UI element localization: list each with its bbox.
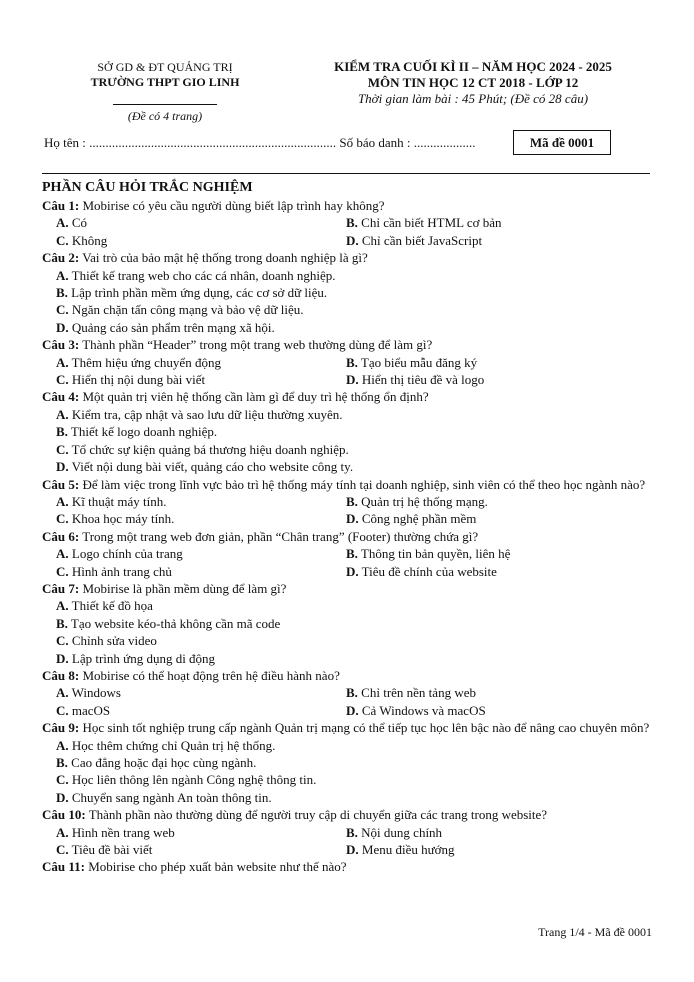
answer-option bbox=[42, 545, 332, 562]
exam-title: KIỂM TRA CUỐI KÌ II – NĂM HỌC 2024 - 2025 bbox=[334, 59, 612, 74]
option-text: Thiết kế logo doanh nghiệp. bbox=[67, 424, 218, 440]
question bbox=[42, 197, 654, 214]
option-text: Khoa học máy tính. bbox=[68, 511, 175, 527]
option-letter: A. bbox=[56, 737, 69, 753]
option-letter: D. bbox=[346, 511, 359, 527]
answer-option bbox=[332, 354, 622, 371]
option-letter: B. bbox=[346, 354, 358, 370]
option-row bbox=[42, 824, 654, 841]
option-row bbox=[42, 301, 654, 318]
department-name: SỞ GD & ĐT QUẢNG TRỊ bbox=[97, 60, 233, 74]
question-number: Câu 10: bbox=[42, 807, 86, 823]
page-footer: Trang 1/4 - Mã đề 0001 bbox=[538, 925, 652, 939]
question bbox=[42, 580, 654, 597]
answer-option bbox=[332, 824, 622, 841]
school-name: TRƯỜNG THPT GIO LINH bbox=[90, 75, 240, 89]
option-text: Hình ảnh trang chủ bbox=[68, 563, 172, 579]
answer-option bbox=[42, 632, 654, 649]
option-text: Lập trình phần mềm ứng dụng, các cơ sở dữ liệu. bbox=[67, 285, 328, 301]
answer-option bbox=[42, 214, 332, 231]
answer-option bbox=[42, 423, 654, 440]
answer-option bbox=[42, 510, 332, 527]
answer-option bbox=[42, 406, 654, 423]
option-row bbox=[42, 284, 654, 301]
option-row bbox=[42, 441, 654, 458]
option-row bbox=[42, 841, 654, 858]
option-row bbox=[42, 232, 654, 249]
option-text: Học thêm chứng chỉ Quản trị hệ thống. bbox=[68, 737, 276, 753]
question-text: Thành phần nào thường dùng để người truy cập di chuyển giữa các trang trong website? bbox=[85, 807, 548, 823]
header-right bbox=[300, 59, 646, 107]
option-text: Học liên thông lên ngành Công nghệ thông tin. bbox=[68, 772, 317, 788]
section-title: PHẦN CÂU HỎI TRẮC NGHIỆM bbox=[42, 180, 253, 195]
option-letter: B. bbox=[346, 546, 358, 562]
option-letter: A. bbox=[56, 354, 69, 370]
option-text: Thiết kế đồ họa bbox=[68, 598, 153, 614]
answer-option bbox=[42, 597, 654, 614]
option-text: Có bbox=[68, 215, 88, 231]
option-row bbox=[42, 214, 654, 231]
answer-option bbox=[42, 771, 654, 788]
option-text: Chuyển sang ngành An toàn thông tin. bbox=[68, 789, 272, 805]
question bbox=[42, 858, 654, 875]
option-letter: D. bbox=[56, 650, 69, 666]
option-letter: A. bbox=[56, 685, 69, 701]
option-text: macOS bbox=[68, 702, 111, 718]
answer-option bbox=[42, 493, 332, 510]
option-text: Kiểm tra, cập nhật và sao lưu dữ liệu thường xuyên. bbox=[68, 406, 343, 422]
answer-option bbox=[332, 493, 622, 510]
answer-option bbox=[332, 214, 622, 231]
option-row bbox=[42, 371, 654, 388]
question bbox=[42, 336, 654, 353]
answer-option bbox=[332, 545, 622, 562]
question-number: Câu 7: bbox=[42, 580, 80, 596]
question bbox=[42, 388, 654, 405]
option-letter: B. bbox=[346, 685, 358, 701]
option-row bbox=[42, 510, 654, 527]
option-letter: C. bbox=[56, 441, 69, 457]
option-text: Viết nội dung bài viết, quảng cáo cho website công ty. bbox=[68, 459, 354, 475]
option-letter: D. bbox=[346, 232, 359, 248]
answer-option bbox=[332, 563, 622, 580]
answer-option bbox=[42, 284, 654, 301]
answer-option bbox=[42, 737, 654, 754]
answer-option bbox=[42, 650, 654, 667]
question bbox=[42, 806, 654, 823]
question bbox=[42, 249, 654, 266]
question bbox=[42, 719, 654, 736]
option-row bbox=[42, 702, 654, 719]
answer-option bbox=[42, 789, 654, 806]
option-letter: D. bbox=[56, 319, 69, 335]
option-text: Quản trị hệ thống mạng. bbox=[357, 493, 488, 509]
answer-option bbox=[332, 702, 622, 719]
option-text: Kĩ thuật máy tính. bbox=[68, 493, 167, 509]
answer-option bbox=[42, 354, 332, 371]
answer-option bbox=[42, 232, 332, 249]
option-row bbox=[42, 754, 654, 771]
answer-option bbox=[332, 684, 622, 701]
question-text: Thành phần “Header” trong một trang web thường dùng để làm gì? bbox=[79, 337, 433, 353]
answer-option bbox=[42, 267, 654, 284]
answer-option bbox=[332, 510, 622, 527]
option-text: Windows bbox=[68, 685, 121, 701]
option-letter: A. bbox=[56, 493, 69, 509]
option-letter: B. bbox=[56, 615, 68, 631]
option-text: Tạo biểu mẫu đăng ký bbox=[357, 354, 478, 370]
option-text: Ngăn chặn tấn công mạng và bảo vệ dữ liệu. bbox=[68, 302, 304, 318]
option-row bbox=[42, 458, 654, 475]
option-letter: A. bbox=[56, 824, 69, 840]
option-letter: B. bbox=[346, 824, 358, 840]
option-letter: B. bbox=[56, 755, 68, 770]
option-text: Thêm hiệu ứng chuyển động bbox=[68, 354, 221, 370]
option-letter: D. bbox=[346, 563, 359, 579]
option-letter: C. bbox=[56, 842, 69, 858]
question-list bbox=[42, 179, 654, 876]
question-text: Vai trò của bảo mật hệ thống trong doanh nghiệp là gì? bbox=[79, 250, 368, 266]
option-text: Chỉ trên nền tảng web bbox=[357, 685, 476, 701]
answer-option bbox=[332, 371, 622, 388]
answer-option bbox=[42, 301, 654, 318]
option-letter: C. bbox=[56, 372, 69, 388]
question bbox=[42, 667, 654, 684]
header-left bbox=[60, 60, 270, 124]
option-letter: C. bbox=[56, 563, 69, 579]
option-letter: B. bbox=[56, 285, 68, 301]
option-row bbox=[42, 563, 654, 580]
question-number: Câu 5: bbox=[42, 476, 80, 492]
header-rule bbox=[42, 173, 650, 174]
answer-option bbox=[332, 841, 622, 858]
option-letter: A. bbox=[56, 267, 69, 283]
answer-option bbox=[42, 441, 654, 458]
question-number: Câu 4: bbox=[42, 389, 80, 405]
answer-option bbox=[42, 702, 332, 719]
option-letter: D. bbox=[56, 459, 69, 475]
option-text: Cả Windows và macOS bbox=[358, 702, 486, 718]
question bbox=[42, 528, 654, 545]
answer-option bbox=[42, 615, 654, 632]
question-text: Mobirise là phần mềm dùng để làm gì? bbox=[79, 580, 287, 596]
question-text: Mobirise có thể hoạt động trên hệ điều hành nào? bbox=[79, 667, 340, 683]
option-text: Hình nền trang web bbox=[68, 824, 175, 840]
option-letter: B. bbox=[56, 424, 68, 440]
option-letter: A. bbox=[56, 598, 69, 614]
option-letter: C. bbox=[56, 702, 69, 718]
option-row bbox=[42, 650, 654, 667]
option-letter: C. bbox=[56, 633, 69, 649]
exam-duration: Thời gian làm bài : 45 Phút; (Đề có 28 câu) bbox=[357, 91, 589, 106]
option-row bbox=[42, 267, 654, 284]
question-number: Câu 1: bbox=[42, 198, 80, 213]
option-text: Tạo website kéo-thả không cần mã code bbox=[67, 615, 281, 631]
option-letter: D. bbox=[346, 702, 359, 718]
option-text: Logo chính của trang bbox=[68, 546, 183, 562]
option-row bbox=[42, 789, 654, 806]
option-row bbox=[42, 545, 654, 562]
option-letter: A. bbox=[56, 215, 69, 231]
answer-option bbox=[42, 824, 332, 841]
question-text: Mobirise cho phép xuất bản website như thế nào? bbox=[84, 859, 347, 875]
option-text: Công nghệ phần mềm bbox=[358, 511, 477, 527]
option-row bbox=[42, 354, 654, 371]
option-text: Hiển thị nội dung bài viết bbox=[68, 372, 206, 388]
option-letter: C. bbox=[56, 772, 69, 788]
option-text: Tổ chức sự kiện quảng bá thương hiệu doanh nghiệp. bbox=[68, 441, 349, 457]
exam-code-box: Mã đề 0001 bbox=[513, 130, 611, 155]
option-letter: B. bbox=[346, 215, 358, 231]
option-text: Menu điều hướng bbox=[358, 842, 455, 858]
option-row bbox=[42, 406, 654, 423]
option-text: Tiêu đề chính của website bbox=[358, 563, 497, 579]
question-number: Câu 2: bbox=[42, 250, 80, 266]
answer-option bbox=[42, 319, 654, 336]
question-number: Câu 6: bbox=[42, 528, 80, 544]
option-row bbox=[42, 493, 654, 510]
option-letter: D. bbox=[346, 372, 359, 388]
answer-option bbox=[42, 371, 332, 388]
option-letter: A. bbox=[56, 546, 69, 562]
option-text: Không bbox=[68, 232, 108, 248]
option-row bbox=[42, 423, 654, 440]
option-text: Thông tin bản quyền, liên hệ bbox=[357, 546, 511, 562]
option-row bbox=[42, 632, 654, 649]
option-row bbox=[42, 319, 654, 336]
option-letter: C. bbox=[56, 511, 69, 527]
answer-option bbox=[332, 232, 622, 249]
option-row bbox=[42, 771, 654, 788]
option-text: Nội dung chính bbox=[357, 824, 443, 840]
option-text: Cao đẳng hoặc đại học cùng ngành. bbox=[67, 755, 257, 770]
option-letter: D. bbox=[346, 842, 359, 858]
option-text: Chỉnh sửa video bbox=[68, 633, 157, 649]
question-number: Câu 8: bbox=[42, 667, 80, 683]
page-count-note: (Đề có 4 trang) bbox=[127, 109, 203, 123]
option-text: Lập trình ứng dụng di động bbox=[68, 650, 216, 666]
option-letter: A. bbox=[56, 406, 69, 422]
student-info-line: Họ tên : ............................................................................ Số báo danh : ................... bbox=[44, 135, 476, 150]
option-letter: B. bbox=[346, 493, 358, 509]
option-text: Chỉ cần biết HTML cơ bản bbox=[357, 215, 502, 231]
option-text: Chỉ cần biết JavaScript bbox=[358, 232, 483, 248]
option-row bbox=[42, 615, 654, 632]
answer-option bbox=[42, 563, 332, 580]
answer-option bbox=[42, 458, 654, 475]
question-number: Câu 9: bbox=[42, 720, 80, 736]
question-text: Mobirise có yêu cầu người dùng biết lập trình hay không? bbox=[79, 198, 385, 213]
question-text: Trong một trang web đơn giản, phần “Chân trang” (Footer) thường chứa gì? bbox=[79, 528, 479, 544]
question-text: Để làm việc trong lĩnh vực bảo trì hệ thống máy tính tại doanh nghiệp, sinh viên có thể theo học ngành nào? bbox=[79, 476, 646, 492]
question-text: Học sinh tốt nghiệp trung cấp ngành Quản trị mạng có thể tiếp tục học lên bậc nào để nâng cao chuyên môn? bbox=[79, 720, 650, 736]
option-text: Thiết kế trang web cho các cá nhân, doanh nghiệp. bbox=[68, 267, 336, 283]
option-text: Quảng cáo sản phẩm trên mạng xã hội. bbox=[68, 319, 275, 335]
option-text: Tiêu đề bài viết bbox=[68, 842, 153, 858]
option-letter: C. bbox=[56, 302, 69, 318]
question-number: Câu 3: bbox=[42, 337, 80, 353]
option-letter: C. bbox=[56, 232, 69, 248]
option-row bbox=[42, 597, 654, 614]
answer-option bbox=[42, 754, 654, 771]
answer-option bbox=[42, 684, 332, 701]
header-divider bbox=[113, 104, 217, 105]
question-number: Câu 11: bbox=[42, 859, 85, 875]
option-row bbox=[42, 684, 654, 701]
answer-option bbox=[42, 841, 332, 858]
option-row bbox=[42, 737, 654, 754]
question bbox=[42, 476, 654, 493]
option-letter: D. bbox=[56, 789, 69, 805]
option-text: Hiển thị tiêu đề và logo bbox=[358, 372, 485, 388]
subject-title: MÔN TIN HỌC 12 CT 2018 - LỚP 12 bbox=[367, 75, 579, 90]
question-text: Một quản trị viên hệ thống cần làm gì để duy trì hệ thống ổn định? bbox=[79, 389, 429, 405]
